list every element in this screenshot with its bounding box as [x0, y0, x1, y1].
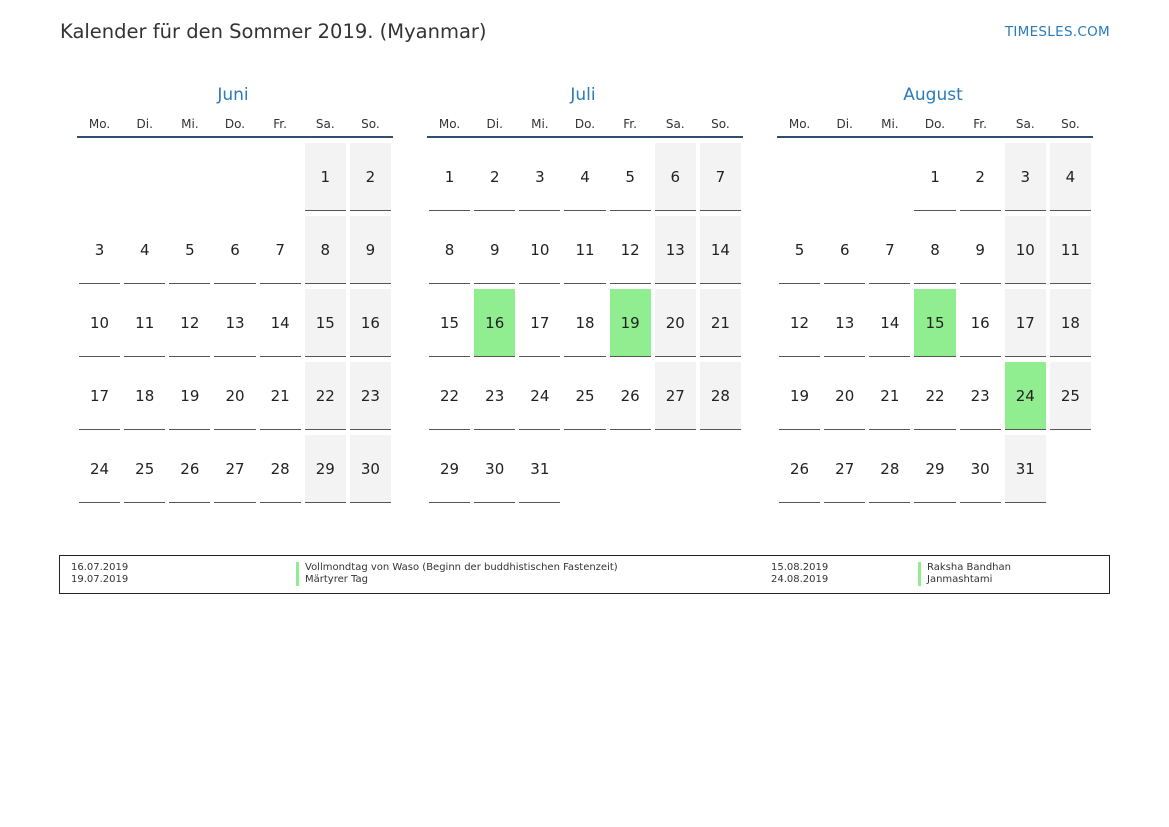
month-grid — [777, 143, 1093, 508]
calendar-day: 13 — [655, 216, 696, 284]
calendar-day: 17 — [79, 362, 120, 430]
weekday-label: Mi. — [531, 117, 549, 131]
calendar-day: 11 — [1050, 216, 1091, 284]
calendar-day: 6 — [214, 216, 255, 284]
calendar-day: 2 — [960, 143, 1001, 211]
calendar-day: 31 — [519, 435, 560, 503]
calendar-week — [777, 362, 1093, 435]
calendar-day: 5 — [169, 216, 210, 284]
calendar-day: 21 — [700, 289, 741, 357]
month-name: Juni — [217, 85, 249, 105]
calendar-day-empty — [79, 143, 120, 211]
calendar-day: 3 — [519, 143, 560, 211]
calendar-day: 22 — [429, 362, 470, 430]
calendar-day: 1 — [914, 143, 955, 211]
calendar-day: 12 — [169, 289, 210, 357]
weekday-label: Sa. — [1015, 117, 1035, 131]
calendar-week — [427, 216, 743, 289]
calendar-day-empty — [610, 435, 651, 503]
calendar-day: 8 — [914, 216, 955, 284]
calendar-day: 6 — [655, 143, 696, 211]
calendar-day-empty — [869, 143, 910, 211]
weekday-label: Sa. — [315, 117, 335, 131]
calendar-week — [427, 435, 743, 508]
calendar-day: 28 — [700, 362, 741, 430]
calendar-day: 9 — [960, 216, 1001, 284]
calendar-week — [427, 289, 743, 362]
calendar-day: 15 — [305, 289, 346, 357]
calendar-day: 19 — [169, 362, 210, 430]
calendar-day: 4 — [564, 143, 605, 211]
calendar-day: 26 — [610, 362, 651, 430]
site-link[interactable]: TIMESLES.COM — [1004, 24, 1110, 40]
calendar-day-empty — [1050, 435, 1091, 503]
calendar-day: 17 — [519, 289, 560, 357]
calendar-day: 27 — [214, 435, 255, 503]
calendar-day-holiday: 16 — [474, 289, 515, 357]
weekday-label: Di. — [136, 117, 153, 131]
calendar-week — [77, 362, 393, 435]
calendar-day: 27 — [655, 362, 696, 430]
weekday-label: Sa. — [665, 117, 685, 131]
holiday-date: 19.07.2019 — [71, 574, 129, 585]
calendar-day: 8 — [429, 216, 470, 284]
calendar-day: 7 — [869, 216, 910, 284]
weekday-header — [77, 116, 393, 138]
weekday-label: Mi. — [181, 117, 199, 131]
calendar-day: 23 — [350, 362, 391, 430]
calendar-day: 28 — [260, 435, 301, 503]
holiday-name: Janmashtami — [918, 574, 1011, 586]
calendar-day: 5 — [779, 216, 820, 284]
calendar-day: 1 — [305, 143, 346, 211]
calendar-day-holiday: 19 — [610, 289, 651, 357]
holiday-name: Märtyrer Tag — [296, 574, 618, 586]
calendar-day: 3 — [1005, 143, 1046, 211]
calendar-day: 28 — [869, 435, 910, 503]
weekday-label: Di. — [486, 117, 503, 131]
calendar-day: 26 — [779, 435, 820, 503]
calendar-day: 7 — [260, 216, 301, 284]
calendar-day: 5 — [610, 143, 651, 211]
calendar-day: 10 — [79, 289, 120, 357]
calendar-day: 21 — [260, 362, 301, 430]
calendar-day: 25 — [124, 435, 165, 503]
calendar-day: 18 — [124, 362, 165, 430]
calendar-day-holiday: 24 — [1005, 362, 1046, 430]
calendar-day-empty — [214, 143, 255, 211]
calendar-day-empty — [260, 143, 301, 211]
calendar-day-empty — [655, 435, 696, 503]
holiday-names-left — [296, 562, 618, 586]
holiday-date: 16.07.2019 — [71, 562, 129, 573]
calendar-day: 16 — [350, 289, 391, 357]
month-name: Juli — [570, 85, 596, 105]
weekday-label: Fr. — [623, 117, 637, 131]
calendar-day: 20 — [655, 289, 696, 357]
calendar-week — [777, 143, 1093, 216]
weekday-header — [427, 116, 743, 138]
calendar-day: 4 — [1050, 143, 1091, 211]
calendar-day: 29 — [305, 435, 346, 503]
weekday-label: Do. — [924, 117, 946, 131]
holiday-legend — [59, 555, 1110, 594]
weekday-label: So. — [711, 117, 730, 131]
calendar-day: 24 — [79, 435, 120, 503]
calendar-day: 20 — [214, 362, 255, 430]
page-title: Kalender für den Sommer 2019. (Myanmar) — [60, 20, 487, 43]
calendar-week — [77, 435, 393, 508]
calendar-day: 30 — [474, 435, 515, 503]
calendar-week — [77, 289, 393, 362]
calendar-day: 22 — [914, 362, 955, 430]
calendar-day-empty — [169, 143, 210, 211]
month-june — [77, 84, 393, 508]
weekday-label: Fr. — [273, 117, 287, 131]
weekday-label: Fr. — [973, 117, 987, 131]
holiday-name: Raksha Bandhan — [918, 562, 1011, 574]
calendar-day: 18 — [1050, 289, 1091, 357]
calendar-day: 3 — [79, 216, 120, 284]
calendar-day: 21 — [869, 362, 910, 430]
weekday-label: Do. — [224, 117, 246, 131]
calendar-day: 25 — [1050, 362, 1091, 430]
calendar-day: 6 — [824, 216, 865, 284]
calendar-day: 19 — [779, 362, 820, 430]
calendar-day: 8 — [305, 216, 346, 284]
calendar-day: 9 — [474, 216, 515, 284]
calendar-day-empty — [700, 435, 741, 503]
calendar-day: 9 — [350, 216, 391, 284]
calendar-day: 15 — [429, 289, 470, 357]
calendar-day: 23 — [960, 362, 1001, 430]
calendar-day: 23 — [474, 362, 515, 430]
calendar-day: 18 — [564, 289, 605, 357]
calendar-day: 22 — [305, 362, 346, 430]
calendar-day: 14 — [869, 289, 910, 357]
calendar-day-empty — [124, 143, 165, 211]
calendar-day: 29 — [914, 435, 955, 503]
calendar-week — [777, 289, 1093, 362]
month-august — [777, 84, 1093, 508]
weekday-label: Di. — [836, 117, 853, 131]
calendar-day: 14 — [260, 289, 301, 357]
calendar-week — [427, 143, 743, 216]
calendar-day-empty — [779, 143, 820, 211]
weekday-label: Mi. — [881, 117, 899, 131]
calendar-day: 13 — [214, 289, 255, 357]
calendar-day: 7 — [700, 143, 741, 211]
calendar-week — [77, 143, 393, 216]
calendar-day-empty — [824, 143, 865, 211]
weekday-header — [777, 116, 1093, 138]
calendar-week — [777, 216, 1093, 289]
calendar-week — [427, 362, 743, 435]
calendar-day: 24 — [519, 362, 560, 430]
calendar-day-empty — [564, 435, 605, 503]
holiday-name: Vollmondtag von Waso (Beginn der buddhistischen Fastenzeit) — [296, 562, 618, 574]
weekday-label: Do. — [574, 117, 596, 131]
calendar-day: 10 — [519, 216, 560, 284]
calendar-day: 13 — [824, 289, 865, 357]
calendar-day: 17 — [1005, 289, 1046, 357]
calendar-day: 11 — [564, 216, 605, 284]
calendar-day: 27 — [824, 435, 865, 503]
calendar-day: 30 — [960, 435, 1001, 503]
calendar-day: 31 — [1005, 435, 1046, 503]
calendar-day: 14 — [700, 216, 741, 284]
weekday-label: So. — [361, 117, 380, 131]
calendar-day: 30 — [350, 435, 391, 503]
calendar-day: 12 — [779, 289, 820, 357]
calendar-day: 16 — [960, 289, 1001, 357]
holiday-names-right — [918, 562, 1011, 586]
calendar-day: 1 — [429, 143, 470, 211]
holiday-date: 24.08.2019 — [771, 574, 829, 585]
month-name: August — [903, 85, 963, 105]
calendar-week — [77, 216, 393, 289]
month-grid — [427, 143, 743, 508]
month-grid — [77, 143, 393, 508]
calendar-day: 2 — [350, 143, 391, 211]
calendar-day: 20 — [824, 362, 865, 430]
calendar-day: 10 — [1005, 216, 1046, 284]
holiday-dates-right — [771, 562, 828, 586]
calendar-day: 11 — [124, 289, 165, 357]
calendar-day: 2 — [474, 143, 515, 211]
holiday-dates-left — [71, 562, 128, 586]
calendar-day-holiday: 15 — [914, 289, 955, 357]
weekday-label: Mo. — [438, 117, 461, 131]
month-july — [427, 84, 743, 508]
weekday-label: Mo. — [788, 117, 811, 131]
calendar-day: 29 — [429, 435, 470, 503]
calendar-day: 25 — [564, 362, 605, 430]
calendar-day: 12 — [610, 216, 651, 284]
calendar-day: 26 — [169, 435, 210, 503]
holiday-date: 15.08.2019 — [771, 562, 829, 573]
weekday-label: So. — [1061, 117, 1080, 131]
weekday-label: Mo. — [88, 117, 111, 131]
calendar-week — [777, 435, 1093, 508]
calendar-day: 4 — [124, 216, 165, 284]
